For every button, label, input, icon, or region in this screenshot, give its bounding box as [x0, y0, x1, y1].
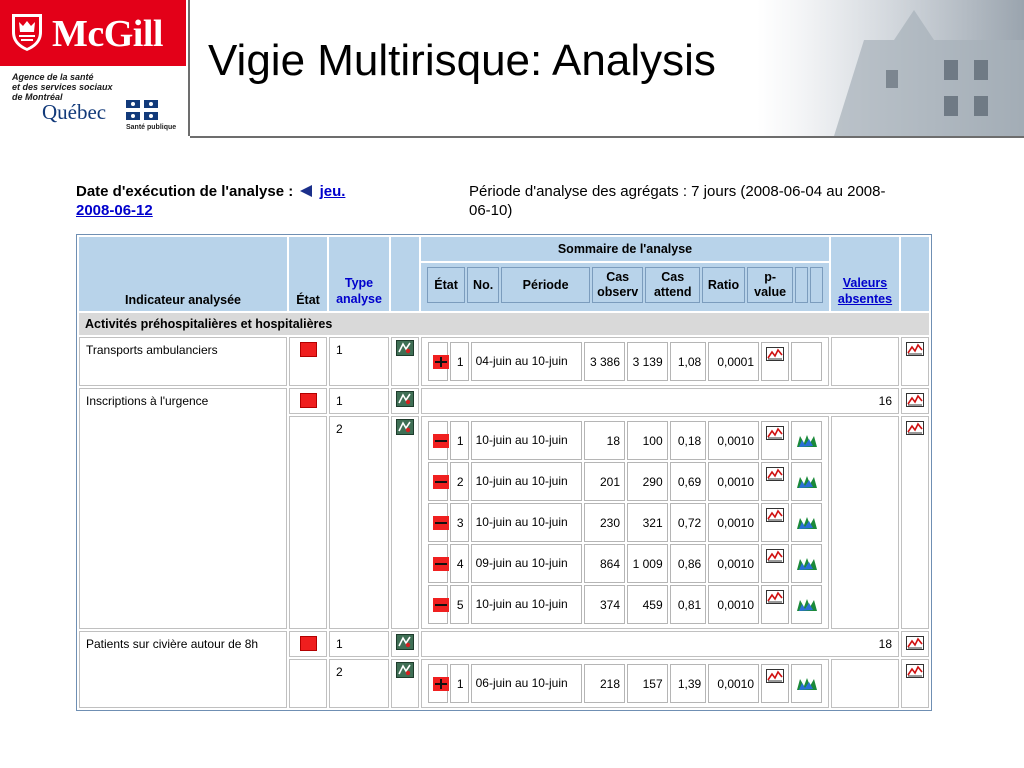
- chart-icon[interactable]: [906, 636, 924, 650]
- sign-cell: [428, 462, 448, 501]
- chart-icon[interactable]: [766, 467, 784, 481]
- summary-sub-header: [425, 265, 825, 305]
- summary-cas-attend: 321: [627, 503, 668, 542]
- page-title: Vigie Multirisque: Analysis: [208, 36, 716, 85]
- previous-date-arrow-icon[interactable]: [300, 185, 312, 197]
- map-cell[interactable]: [791, 664, 822, 703]
- table-row: [79, 631, 929, 657]
- title-banner: [190, 0, 1024, 138]
- header-valeurs-line2[interactable]: absentes: [837, 292, 893, 306]
- summary-table: [426, 419, 824, 626]
- header-type-analyse[interactable]: [329, 237, 389, 311]
- header-type-line1[interactable]: Type: [344, 276, 374, 290]
- analysis-info-cell[interactable]: [391, 337, 419, 386]
- analysis-info-cell[interactable]: [391, 416, 419, 629]
- graph-cell[interactable]: [761, 544, 789, 583]
- sub-header-periode: Période: [501, 267, 590, 303]
- sub-header-cas-observ: [592, 267, 643, 303]
- summary-ratio: 1,08: [670, 342, 707, 381]
- graph-cell[interactable]: [761, 503, 789, 542]
- etat-cell: [289, 388, 327, 414]
- sign-cell: [428, 421, 448, 460]
- agency-line-1: Agence de la santé: [12, 72, 94, 82]
- sub-header-etat: État: [427, 267, 465, 303]
- header-valeurs-line1[interactable]: Valeurs: [842, 276, 888, 290]
- map-cell[interactable]: [791, 544, 822, 583]
- summary-ratio: 0,69: [670, 462, 707, 501]
- decrease-icon: [433, 516, 449, 530]
- summary-periode: 10-juin au 10-juin: [471, 503, 583, 542]
- etat-cell: [289, 631, 327, 657]
- analysis-table-container: [76, 234, 932, 691]
- logo-block: [0, 0, 190, 136]
- sub-header-no: No.: [467, 267, 499, 303]
- map-cell[interactable]: [791, 503, 822, 542]
- missing-values: [831, 416, 899, 629]
- graph-cell[interactable]: [761, 342, 789, 381]
- decrease-icon: [433, 557, 449, 571]
- increase-icon: [433, 355, 449, 369]
- map-icon[interactable]: [796, 475, 818, 489]
- summary-row: [428, 342, 822, 381]
- chart-icon[interactable]: [906, 342, 924, 356]
- chart-icon[interactable]: [766, 669, 784, 683]
- header-etat: État: [289, 237, 327, 311]
- summary-cas-attend: 290: [627, 462, 668, 501]
- summary-row: [428, 544, 822, 583]
- red-flag-icon: [300, 636, 317, 651]
- summary-pvalue: 0,0001: [708, 342, 759, 381]
- analysis-type: 1: [329, 337, 389, 386]
- summary-row: [428, 462, 822, 501]
- category-row: Activités préhospitalières et hospitalières: [79, 313, 929, 335]
- table-row: [79, 337, 929, 386]
- missing-values: 18: [421, 631, 899, 657]
- execution-date-link[interactable]: 2008-06-12: [76, 202, 153, 219]
- sub-header-ratio: Ratio: [702, 267, 744, 303]
- summary-cas-attend: 100: [627, 421, 668, 460]
- red-flag-icon: [300, 342, 317, 357]
- summary-cell: [421, 416, 829, 629]
- analysis-info: [76, 182, 936, 222]
- map-icon[interactable]: [796, 677, 818, 691]
- analysis-info-icon[interactable]: [396, 340, 414, 356]
- header-blank: [391, 237, 419, 311]
- summary-periode: 10-juin au 10-juin: [471, 421, 583, 460]
- summary-ratio: 0,72: [670, 503, 707, 542]
- analysis-info-icon[interactable]: [396, 662, 414, 678]
- header-valeurs-absentes[interactable]: [831, 237, 899, 311]
- summary-table: [426, 662, 824, 705]
- agency-line-3: de Montréal: [12, 92, 63, 102]
- summary-cas-attend: 3 139: [627, 342, 668, 381]
- mcgill-logo: [0, 0, 186, 66]
- sub-header-map: [810, 267, 823, 303]
- chart-icon[interactable]: [766, 347, 784, 361]
- chart-icon[interactable]: [766, 549, 784, 563]
- aggregation-period: Période d'analyse des agrégats : 7 jours (2008-06-04 au 2008-06-10): [469, 183, 886, 219]
- summary-row: [428, 421, 822, 460]
- header-sommaire: Sommaire de l'analyse: [421, 237, 829, 261]
- graph-cell[interactable]: [761, 421, 789, 460]
- red-flag-icon: [300, 393, 317, 408]
- summary-pvalue: 0,0010: [708, 503, 759, 542]
- sub-header-cas-observ-l1: Cas: [606, 270, 630, 284]
- header-sommaire-sub: [421, 263, 829, 311]
- summary-periode: 10-juin au 10-juin: [471, 585, 583, 624]
- analysis-type: 2: [329, 659, 389, 708]
- summary-periode: 09-juin au 10-juin: [471, 544, 583, 583]
- castle-image-icon: [794, 0, 1024, 136]
- sante-publique-label: Santé publique: [126, 124, 177, 131]
- etat-cell: [289, 337, 327, 386]
- summary-row: [428, 664, 822, 703]
- chart-icon[interactable]: [906, 421, 924, 435]
- sign-cell: [428, 544, 448, 583]
- summary-row: [428, 503, 822, 542]
- indicator-name: Patients sur civière autour de 8h: [79, 631, 287, 708]
- indicator-name: Transports ambulanciers: [79, 337, 287, 386]
- sign-cell: [428, 664, 448, 703]
- summary-cas-observ: 864: [584, 544, 625, 583]
- summary-ratio: 0,81: [670, 585, 707, 624]
- sub-header-graph: [795, 267, 808, 303]
- summary-pvalue: 0,0010: [708, 421, 759, 460]
- sub-header-cas-attend: [645, 267, 700, 303]
- summary-pvalue: 0,0010: [708, 544, 759, 583]
- sub-header-pvalue-l2: value: [754, 285, 787, 299]
- etat-cell: [289, 659, 327, 708]
- map-cell[interactable]: [791, 585, 822, 624]
- summary-table: [426, 340, 824, 383]
- graph-cell[interactable]: [761, 585, 789, 624]
- sign-cell: [428, 342, 448, 381]
- summary-no: 5: [450, 585, 468, 624]
- analysis-info-cell[interactable]: [391, 388, 419, 414]
- map-icon[interactable]: [796, 598, 818, 612]
- summary-ratio: 1,39: [670, 664, 707, 703]
- map-icon[interactable]: [796, 516, 818, 530]
- decrease-icon: [433, 434, 449, 448]
- summary-pvalue: 0,0010: [708, 585, 759, 624]
- summary-cas-observ: 374: [584, 585, 625, 624]
- summary-row: [428, 585, 822, 624]
- quebec-flag-icon: [126, 100, 158, 120]
- indicator-name: Inscriptions à l'urgence: [79, 388, 287, 629]
- analysis-info-icon[interactable]: [396, 419, 414, 435]
- summary-no: 1: [450, 421, 468, 460]
- analysis-info-icon[interactable]: [396, 391, 414, 407]
- agency-name: [12, 72, 132, 102]
- chart-icon[interactable]: [766, 508, 784, 522]
- sub-header-pvalue-l1: p-: [764, 270, 777, 284]
- summary-cell: [421, 659, 829, 708]
- indicator-graph-cell[interactable]: [901, 416, 929, 629]
- analysis-table: [76, 234, 932, 711]
- analysis-info-icon[interactable]: [396, 634, 414, 650]
- map-cell[interactable]: [791, 462, 822, 501]
- summary-pvalue: 0,0010: [708, 462, 759, 501]
- missing-values: 16: [421, 388, 899, 414]
- analysis-type: 1: [329, 388, 389, 414]
- chart-icon[interactable]: [906, 664, 924, 678]
- summary-cas-observ: 18: [584, 421, 625, 460]
- indicator-graph-cell[interactable]: [901, 388, 929, 414]
- map-icon[interactable]: [796, 557, 818, 571]
- agency-line-2: et des services sociaux: [12, 82, 113, 92]
- increase-icon: [433, 677, 449, 691]
- header-indicator: Indicateur analysée: [79, 237, 287, 311]
- summary-cas-observ: 218: [584, 664, 625, 703]
- analysis-info-cell[interactable]: [391, 659, 419, 708]
- summary-cas-observ: 201: [584, 462, 625, 501]
- etat-cell: [289, 416, 327, 629]
- map-cell: [791, 342, 822, 381]
- summary-no: 4: [450, 544, 468, 583]
- sign-cell: [428, 503, 448, 542]
- decrease-icon: [433, 475, 449, 489]
- mcgill-wordmark: McGill: [52, 13, 163, 55]
- indicator-graph-cell[interactable]: [901, 659, 929, 708]
- graph-cell[interactable]: [761, 462, 789, 501]
- summary-cas-attend: 1 009: [627, 544, 668, 583]
- summary-no: 2: [450, 462, 468, 501]
- execution-day-link[interactable]: jeu.: [319, 183, 346, 200]
- summary-periode: 04-juin au 10-juin: [471, 342, 583, 381]
- indicator-graph-cell[interactable]: [901, 337, 929, 386]
- sub-header-cas-attend-l1: Cas: [661, 270, 685, 284]
- graph-cell[interactable]: [761, 664, 789, 703]
- chart-icon[interactable]: [766, 426, 784, 440]
- sub-header-cas-observ-l2: observ: [597, 285, 639, 299]
- summary-pvalue: 0,0010: [708, 664, 759, 703]
- header-type-line2[interactable]: analyse: [336, 292, 382, 306]
- analysis-type: 2: [329, 416, 389, 629]
- summary-periode: 06-juin au 10-juin: [471, 664, 583, 703]
- chart-icon[interactable]: [906, 393, 924, 407]
- sign-cell: [428, 585, 448, 624]
- summary-cas-attend: 459: [627, 585, 668, 624]
- summary-cas-observ: 3 386: [584, 342, 625, 381]
- mcgill-shield-icon: [10, 12, 44, 52]
- execution-date: [76, 182, 416, 220]
- summary-cas-attend: 157: [627, 664, 668, 703]
- missing-values: [831, 659, 899, 708]
- summary-ratio: 0,86: [670, 544, 707, 583]
- analysis-info-cell[interactable]: [391, 631, 419, 657]
- indicator-graph-cell[interactable]: [901, 631, 929, 657]
- summary-no: 1: [450, 664, 468, 703]
- map-cell[interactable]: [791, 421, 822, 460]
- execution-date-label: Date d'exécution de l'analyse :: [76, 183, 294, 200]
- summary-periode: 10-juin au 10-juin: [471, 462, 583, 501]
- analysis-type: 1: [329, 631, 389, 657]
- map-icon[interactable]: [796, 434, 818, 448]
- missing-values: [831, 337, 899, 386]
- table-row: [79, 388, 929, 414]
- header-blank-2: [901, 237, 929, 311]
- decrease-icon: [433, 598, 449, 612]
- chart-icon[interactable]: [766, 590, 784, 604]
- summary-ratio: 0,18: [670, 421, 707, 460]
- summary-cell: [421, 337, 829, 386]
- summary-cas-observ: 230: [584, 503, 625, 542]
- sub-header-cas-attend-l2: attend: [653, 285, 692, 299]
- sub-header-pvalue: [747, 267, 794, 303]
- summary-no: 1: [450, 342, 468, 381]
- quebec-wordmark: Québec: [42, 100, 107, 124]
- analysis-table-body: [79, 313, 929, 708]
- summary-no: 3: [450, 503, 468, 542]
